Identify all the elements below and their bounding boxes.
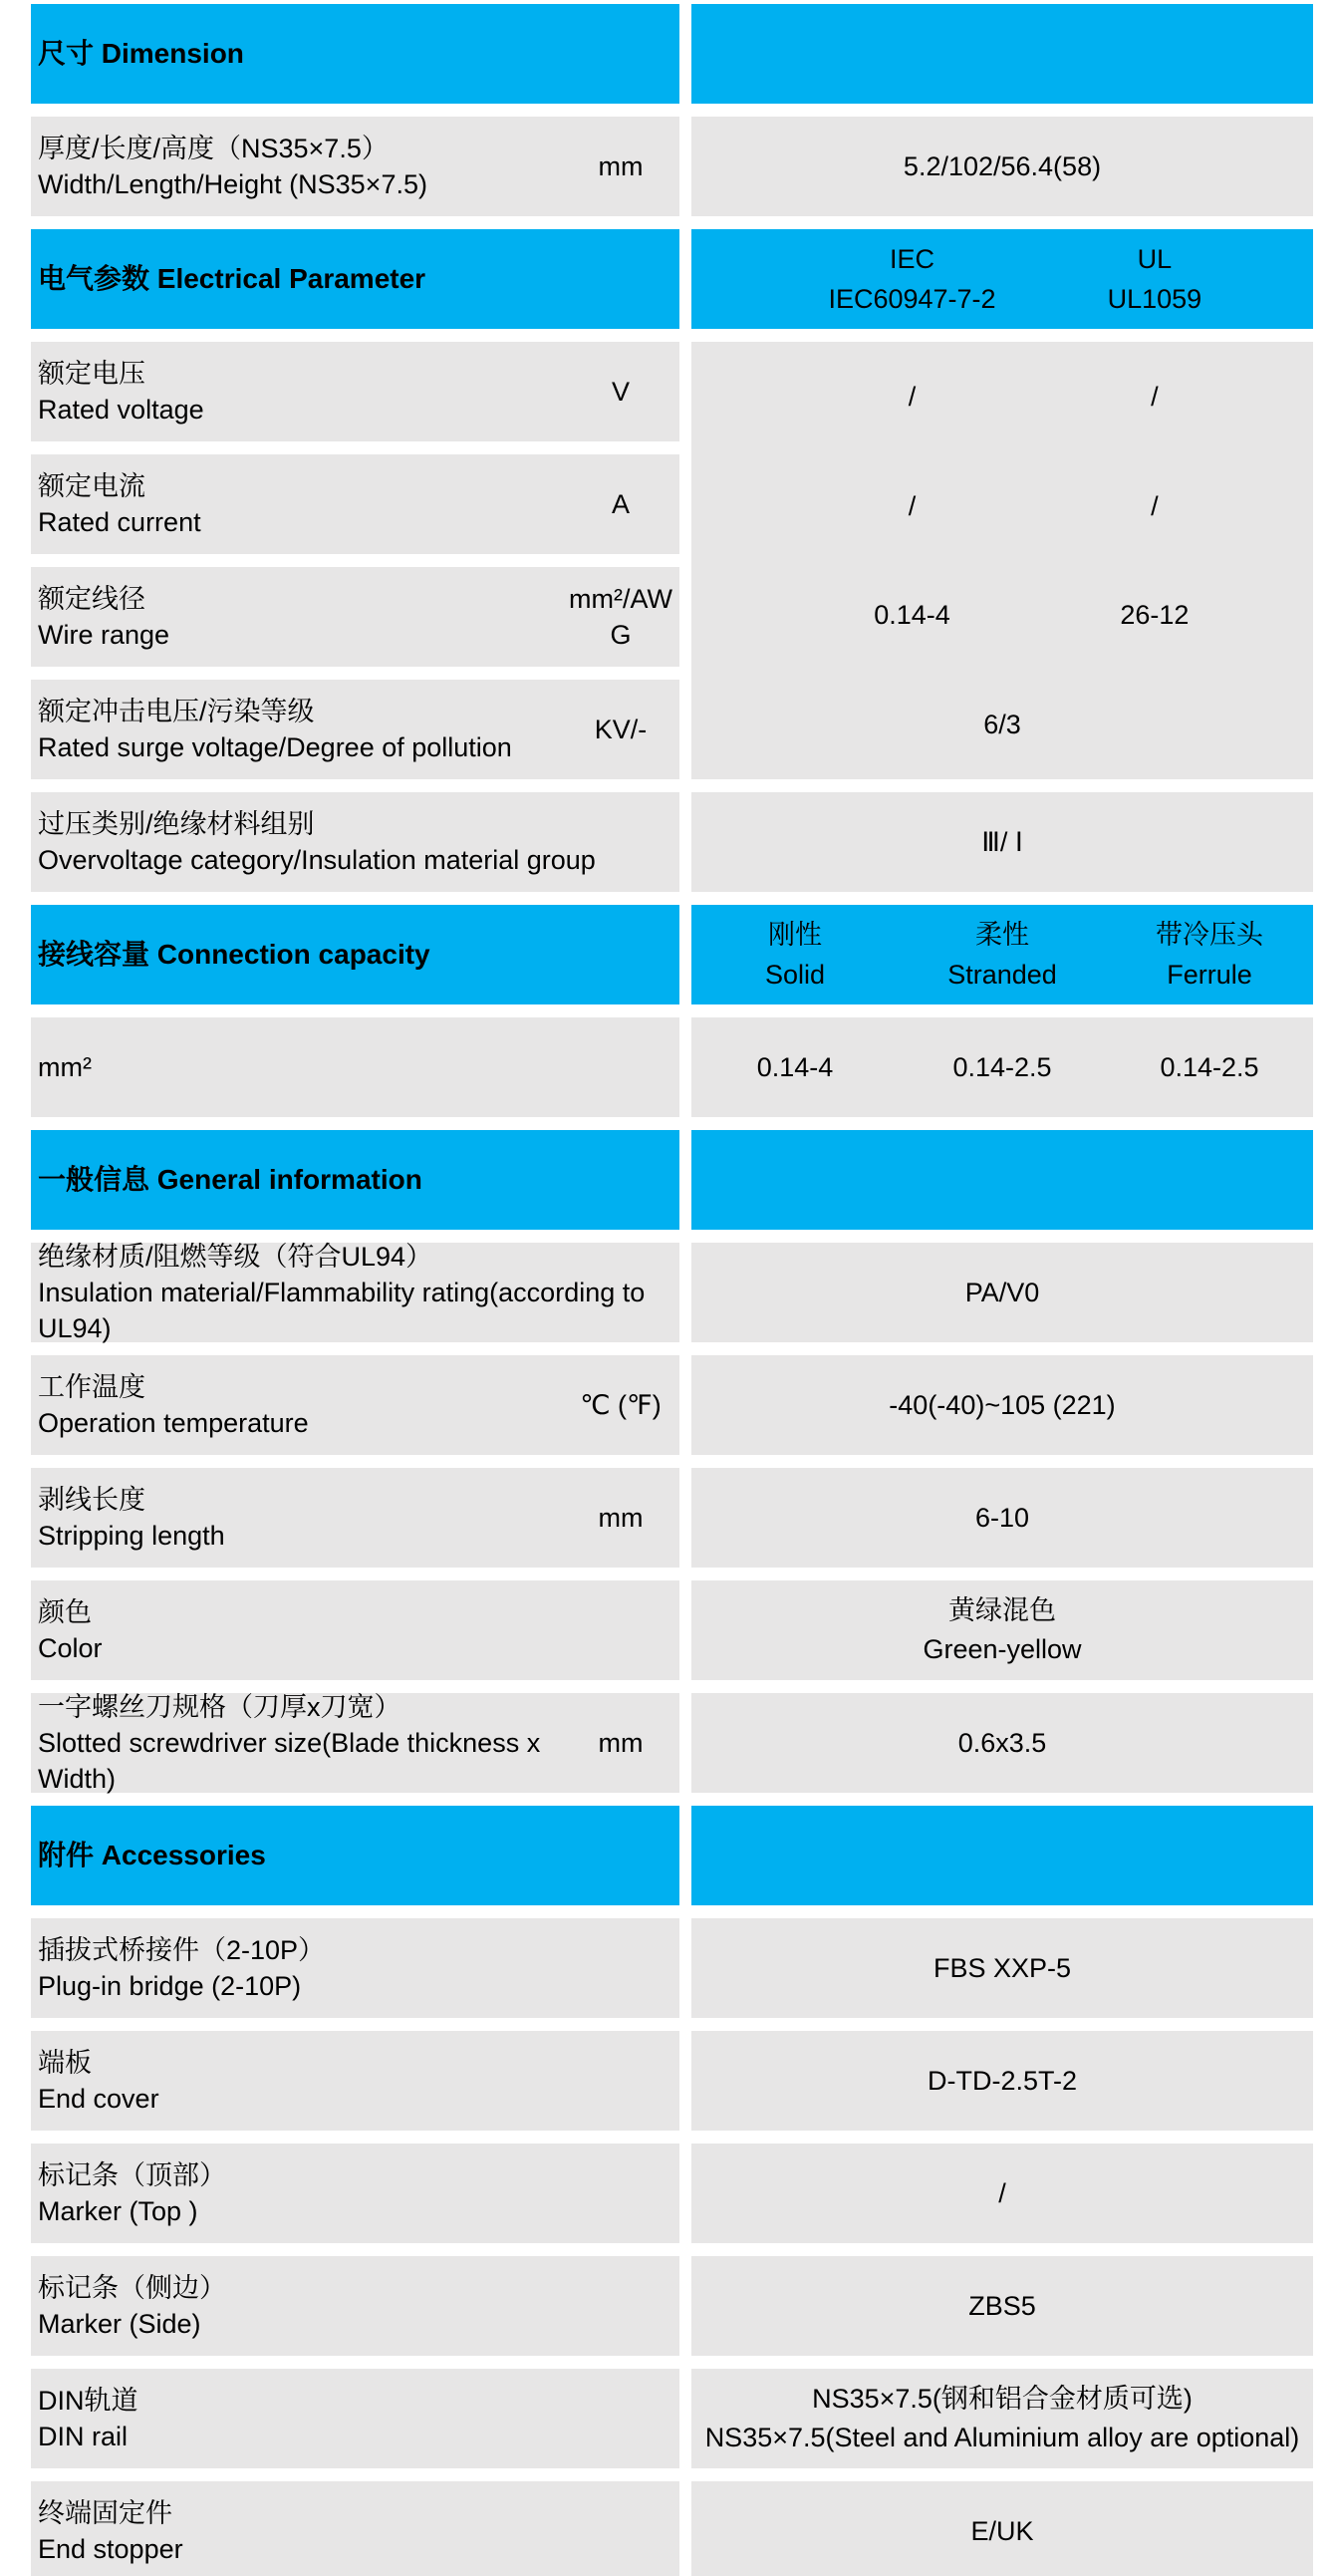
unit: ℃ (℉) — [580, 1390, 662, 1420]
unit: mm — [598, 151, 644, 181]
row-stripping-length — [31, 1468, 1313, 1568]
label-zh: 额定电流 — [38, 471, 145, 501]
label-en: End cover — [38, 2084, 159, 2114]
section-title-electrical: 电气参数 Electrical Parameter — [38, 263, 426, 294]
value-zh: NS35×7.5(钢和铝合金材质可选) — [812, 2384, 1193, 2414]
unit: mm — [598, 1728, 644, 1758]
value: -40(-40)~105 (221) — [889, 1390, 1116, 1420]
label-en: Overvoltage category/Insulation material group — [38, 845, 596, 875]
label-en: Width/Length/Height (NS35×7.5) — [38, 169, 427, 199]
value-zh: 黄绿混色 — [948, 1595, 1056, 1625]
label-en: Marker (Side) — [38, 2309, 201, 2339]
column-solid: 刚性 Solid — [764, 920, 826, 990]
unit: V — [611, 377, 630, 407]
value: 6-10 — [974, 1503, 1030, 1533]
value-iec: / — [908, 381, 917, 412]
value-iec: / — [908, 490, 917, 521]
section-header-general — [31, 1130, 1313, 1230]
value-solid: 0.14-4 — [756, 1052, 834, 1082]
section-header-accessories — [31, 1806, 1313, 1905]
row-rated-current — [31, 454, 679, 554]
row-wire-range — [31, 567, 679, 667]
value-ul: / — [1151, 381, 1159, 412]
section-title-accessories: 附件 Accessories — [38, 1840, 266, 1870]
value-surge: 6/3 — [983, 710, 1021, 740]
electrical-rows-group — [31, 342, 1313, 779]
value-stranded: 0.14-2.5 — [952, 1052, 1052, 1082]
label-en: Rated current — [38, 507, 201, 537]
label-en: Operation temperature — [38, 1408, 309, 1438]
value: 0.6x3.5 — [957, 1728, 1047, 1758]
label-zh: 终端固定件 — [38, 2498, 172, 2528]
label-zh: 绝缘材质/阻燃等级（符合UL94） — [38, 1242, 433, 1272]
label-en: Color — [38, 1633, 103, 1663]
label-en: Rated voltage — [38, 395, 204, 425]
section-header-dimension-right — [691, 4, 1313, 104]
column-ferrule: 带冷压头 Ferrule — [1156, 920, 1263, 990]
value: 5.2/102/56.4(58) — [903, 151, 1102, 181]
unit: mm²/AWG — [569, 584, 672, 650]
value-iec: 0.14-4 — [874, 600, 950, 631]
label-en: Marker (Top ) — [38, 2196, 198, 2226]
unit: mm — [598, 1503, 644, 1533]
label-zh: 插拔式桥接件（2-10P） — [38, 1935, 326, 1965]
row-size — [31, 117, 1313, 216]
label-zh: 标记条（侧边） — [38, 2273, 226, 2303]
label-en: Slotted screwdriver size(Blade thickness x Width) — [38, 1728, 541, 1794]
standard-columns-header — [691, 229, 1313, 329]
value-ul: / — [1151, 490, 1159, 521]
row-insulation — [31, 1243, 1313, 1342]
value-en: Green-yellow — [923, 1634, 1082, 1664]
label-en: Plug-in bridge (2-10P) — [38, 1971, 302, 2001]
value: FBS XXP-5 — [932, 1953, 1072, 1983]
value: E/UK — [970, 2516, 1034, 2546]
value: Ⅲ/ Ⅰ — [981, 827, 1023, 857]
label: mm² — [38, 1052, 92, 1082]
row-capacity-mm2 — [31, 1017, 1313, 1117]
row-end-stopper — [31, 2481, 1313, 2576]
value: / — [998, 2178, 1006, 2208]
value: D-TD-2.5T-2 — [927, 2066, 1078, 2096]
unit: A — [611, 489, 630, 519]
label-en: End stopper — [38, 2534, 183, 2564]
row-marker-side — [31, 2256, 1313, 2356]
value-ul: 26-12 — [1120, 600, 1190, 631]
section-title-connection: 接线容量 Connection capacity — [38, 939, 430, 970]
value-en: NS35×7.5(Steel and Aluminium alloy are optional) — [704, 2423, 1300, 2452]
label-zh: 额定冲击电压/污染等级 — [38, 697, 315, 726]
label-en: Insulation material/Flammability rating(according to UL94) — [38, 1278, 646, 1343]
section-header-electrical — [31, 229, 1313, 329]
section-header-dimension — [31, 4, 1313, 104]
values-rated-current — [691, 451, 1313, 561]
row-operation-temperature — [31, 1355, 1313, 1455]
label-zh: 端板 — [38, 2048, 92, 2078]
row-screwdriver-size — [31, 1693, 1313, 1793]
conductor-type-columns-header — [691, 905, 1313, 1004]
label-zh: 额定电压 — [38, 359, 145, 389]
section-header-connection — [31, 905, 1313, 1004]
value: PA/V0 — [964, 1278, 1040, 1307]
label-en: DIN rail — [38, 2422, 129, 2451]
row-rated-voltage — [31, 342, 679, 441]
section-header-general-right — [691, 1130, 1313, 1230]
label-zh: 厚度/长度/高度（NS35×7.5） — [38, 134, 389, 163]
value-ferrule: 0.14-2.5 — [1160, 1052, 1259, 1082]
section-title-dimension: 尺寸 Dimension — [38, 38, 244, 69]
section-title-general: 一般信息 General information — [38, 1164, 422, 1195]
row-surge-voltage — [31, 680, 679, 779]
row-overvoltage — [31, 792, 1313, 892]
label-zh: 颜色 — [38, 1597, 92, 1627]
label-zh: 一字螺丝刀规格（刀厚x刀宽） — [38, 1692, 401, 1722]
label-zh: 过压类别/绝缘材料组别 — [38, 809, 315, 839]
value: ZBS5 — [968, 2291, 1036, 2321]
electrical-values-merged-cell — [691, 342, 1313, 779]
label-en: Rated surge voltage/Degree of pollution — [38, 732, 512, 762]
label-zh: 工作温度 — [38, 1372, 145, 1402]
column-iec: IEC IEC60947-7-2 — [828, 244, 996, 314]
values-wire-range — [691, 561, 1313, 671]
row-plug-in-bridge — [31, 1918, 1313, 2018]
section-header-accessories-right — [691, 1806, 1313, 1905]
values-rated-voltage — [691, 342, 1313, 451]
unit: KV/- — [594, 715, 648, 744]
label-zh: 标记条（顶部） — [38, 2160, 226, 2190]
column-ul: UL UL1059 — [1107, 244, 1202, 314]
row-color — [31, 1580, 1313, 1680]
label-en: Stripping length — [38, 1521, 225, 1551]
column-stranded: 柔性 Stranded — [947, 920, 1057, 990]
label-en: Wire range — [38, 620, 170, 650]
row-end-cover — [31, 2031, 1313, 2131]
row-marker-top — [31, 2144, 1313, 2243]
label-zh: DIN轨道 — [38, 2386, 138, 2416]
row-din-rail — [31, 2369, 1313, 2468]
label-zh: 额定线径 — [38, 584, 145, 614]
label-zh: 剥线长度 — [38, 1485, 145, 1515]
